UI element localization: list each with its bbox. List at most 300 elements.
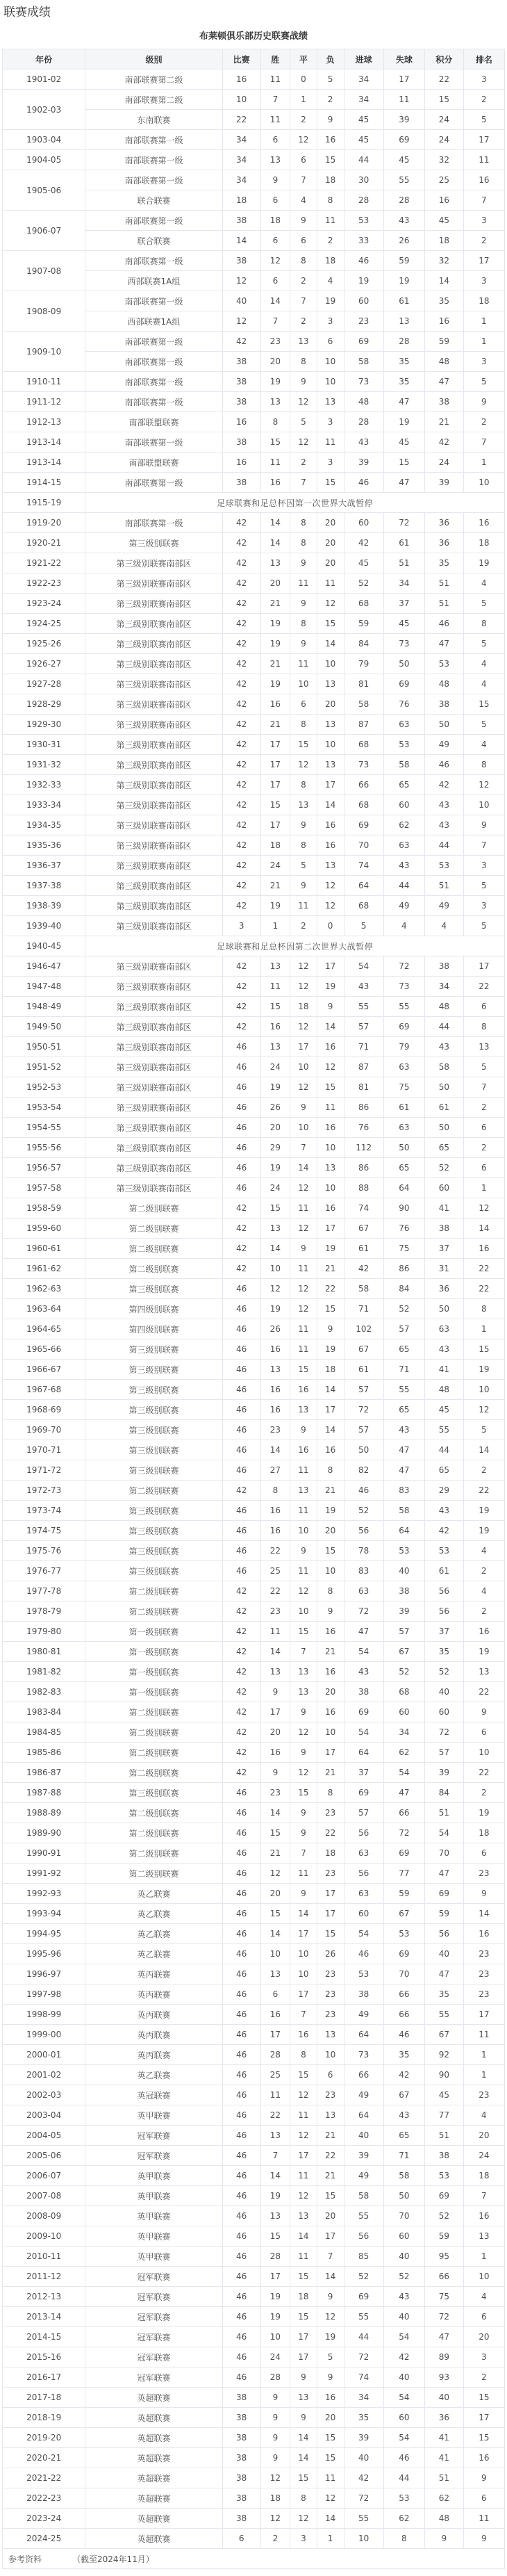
stat-cell: 42	[222, 1763, 260, 1783]
year-cell: 1994-95	[3, 1924, 85, 1944]
stat-cell: 16	[260, 694, 290, 715]
stat-cell: 21	[317, 1763, 344, 1783]
stat-cell: 40	[383, 2367, 424, 2388]
stat-cell: 15	[317, 1541, 344, 1561]
stat-cell: 6	[463, 1843, 504, 1864]
year-cell: 1978-79	[3, 1601, 85, 1622]
league-cell: 冠军联赛	[85, 2287, 222, 2307]
stat-cell: 2	[463, 1561, 504, 1581]
stat-cell: 9	[260, 170, 290, 190]
stat-cell: 41	[425, 2448, 464, 2468]
note-cell: 足球联赛和足总杯因第二次世界大战暂停	[85, 936, 505, 956]
stat-cell: 76	[383, 694, 424, 715]
stat-cell: 37	[425, 1622, 464, 1642]
stat-cell: 12	[290, 1017, 317, 1037]
league-cell: 第三级别联赛南部区	[85, 674, 222, 694]
stat-cell: 46	[222, 2025, 260, 2045]
stat-cell: 12	[290, 1722, 317, 1743]
stat-cell: 49	[344, 2005, 383, 2025]
stat-cell: 19	[463, 1501, 504, 1521]
league-cell: 第三级别联赛	[85, 1440, 222, 1460]
stat-cell: 9	[290, 815, 317, 835]
stat-cell: 15	[260, 997, 290, 1017]
stat-cell: 42	[222, 513, 260, 533]
year-cell: 1931-32	[3, 755, 85, 775]
table-row	[3, 291, 505, 311]
reference-link[interactable]: 参考资料	[8, 2554, 42, 2564]
stat-cell: 20	[317, 513, 344, 533]
stat-cell: 20	[317, 694, 344, 715]
league-cell: 第三级别联赛	[85, 1400, 222, 1420]
stat-cell: 14	[260, 2166, 290, 2186]
stat-cell: 9	[463, 392, 504, 412]
year-cell: 1952-53	[3, 1077, 85, 1098]
stat-cell: 36	[425, 513, 464, 533]
league-cell: 第三级别联赛南部区	[85, 594, 222, 614]
stat-cell: 18	[425, 231, 464, 251]
table-row	[3, 453, 505, 473]
stat-cell: 24	[260, 856, 290, 876]
stat-cell: 6	[290, 231, 317, 251]
stat-cell: 46	[222, 1904, 260, 1924]
stat-cell: 44	[425, 835, 464, 856]
stat-cell: 63	[383, 715, 424, 735]
stat-cell: 9	[290, 372, 317, 392]
stat-cell: 19	[463, 1642, 504, 1662]
stat-cell: 6	[222, 2529, 260, 2549]
stat-cell: 112	[344, 1138, 383, 1158]
league-cell: 英丙联赛	[85, 2005, 222, 2025]
stat-cell: 11	[317, 1098, 344, 1118]
stat-cell: 17	[260, 775, 290, 795]
year-cell: 1936-37	[3, 856, 85, 876]
stat-cell: 46	[222, 1098, 260, 1118]
stat-cell: 38	[222, 432, 260, 453]
stat-cell: 10	[344, 2529, 383, 2549]
stat-cell: 46	[222, 1521, 260, 1541]
stat-cell: 79	[383, 1037, 424, 1057]
stat-cell: 10	[290, 1944, 317, 1964]
stat-cell: 81	[344, 674, 383, 694]
stat-cell: 64	[344, 876, 383, 896]
stat-cell: 17	[260, 1702, 290, 1722]
stat-cell: 9	[463, 1884, 504, 1904]
stat-cell: 5	[463, 110, 504, 130]
league-cell: 第二级别联赛	[85, 1239, 222, 1259]
stat-cell: 43	[425, 815, 464, 835]
table-row	[3, 1803, 505, 1823]
year-cell: 1905-06	[3, 170, 85, 211]
stat-cell: 15	[290, 2065, 317, 2085]
league-cell: 第一级别联赛	[85, 1662, 222, 1682]
stat-cell: 40	[425, 2388, 464, 2408]
stat-cell: 9	[260, 2408, 290, 2428]
year-cell: 1926-27	[3, 654, 85, 674]
stat-cell: 42	[425, 432, 464, 453]
stat-cell: 42	[222, 1481, 260, 1501]
stat-cell: 86	[344, 1098, 383, 1118]
year-cell: 2002-03	[3, 2085, 85, 2105]
stat-cell: 66	[383, 2005, 424, 2025]
stat-cell: 51	[425, 876, 464, 896]
table-row	[3, 1299, 505, 1319]
stat-cell: 19	[260, 614, 290, 634]
stat-cell: 42	[222, 332, 260, 352]
table-row	[3, 2488, 505, 2509]
year-cell: 1982-83	[3, 1682, 85, 1702]
year-cell: 1948-49	[3, 997, 85, 1017]
stat-cell: 53	[383, 1541, 424, 1561]
stat-cell: 15	[260, 1904, 290, 1924]
stat-cell: 9	[463, 815, 504, 835]
stat-cell: 3	[317, 412, 344, 432]
stat-cell: 2	[463, 2367, 504, 2388]
stat-cell: 54	[344, 1924, 383, 1944]
table-row	[3, 170, 505, 190]
stat-cell: 60	[425, 1178, 464, 1198]
stat-cell: 13	[317, 755, 344, 775]
stat-cell: 46	[222, 1380, 260, 1400]
league-cell: 第三级别联赛	[85, 1783, 222, 1803]
stat-cell: 10	[317, 1561, 344, 1581]
stat-cell: 53	[383, 735, 424, 755]
stat-cell: 17	[317, 1904, 344, 1924]
stat-cell: 19	[260, 674, 290, 694]
stat-cell: 9	[317, 110, 344, 130]
league-cell: 第一级别联赛	[85, 1642, 222, 1662]
league-cell: 英超联赛	[85, 2428, 222, 2448]
stat-cell: 46	[222, 1360, 260, 1380]
stat-cell: 16	[317, 1440, 344, 1460]
stat-cell: 16	[222, 70, 260, 90]
table-row	[3, 2388, 505, 2408]
stat-cell: 69	[425, 1884, 464, 1904]
stat-cell: 6	[290, 694, 317, 715]
stat-cell: 15	[260, 1823, 290, 1843]
stat-cell: 12	[260, 1864, 290, 1884]
stat-cell: 9	[463, 1702, 504, 1722]
stat-cell: 46	[222, 2186, 260, 2206]
stat-cell: 60	[425, 1702, 464, 1722]
stat-cell: 10	[290, 1057, 317, 1077]
stat-cell: 47	[344, 1622, 383, 1642]
table-row	[3, 1138, 505, 1158]
stat-cell: 46	[222, 2005, 260, 2025]
stat-cell: 51	[425, 573, 464, 594]
stat-cell: 14	[260, 1924, 290, 1944]
table-row	[3, 2247, 505, 2267]
stat-cell: 69	[344, 2287, 383, 2307]
stat-cell: 8	[463, 755, 504, 775]
stat-cell: 3	[290, 2529, 317, 2549]
stat-cell: 8	[290, 614, 317, 634]
stat-cell: 65	[383, 2126, 424, 2146]
stat-cell: 9	[290, 1420, 317, 1440]
year-cell: 1962-63	[3, 1279, 85, 1299]
stat-cell: 5	[344, 916, 383, 936]
stat-cell: 12	[222, 311, 260, 332]
year-cell: 1977-78	[3, 1581, 85, 1601]
table-row	[3, 1843, 505, 1864]
stat-cell: 1	[463, 2045, 504, 2065]
stat-cell: 42	[222, 795, 260, 815]
stat-cell: 70	[425, 1843, 464, 1864]
league-cell: 南部联赛第一级	[85, 392, 222, 412]
stat-cell: 63	[383, 1057, 424, 1077]
year-cell: 1998-99	[3, 2005, 85, 2025]
stat-cell: 8	[260, 412, 290, 432]
stat-cell: 13	[317, 392, 344, 412]
table-row	[3, 1984, 505, 2005]
stat-cell: 4	[463, 654, 504, 674]
stat-cell: 10	[463, 1380, 504, 1400]
table-row	[3, 533, 505, 553]
stat-cell: 0	[290, 70, 317, 90]
stat-cell: 48	[344, 392, 383, 412]
year-cell: 1906-07	[3, 211, 85, 251]
stat-cell: 23	[317, 1803, 344, 1823]
stat-cell: 16	[463, 170, 504, 190]
stat-cell: 19	[383, 271, 424, 291]
stat-cell: 86	[344, 1158, 383, 1178]
stat-cell: 38	[344, 1682, 383, 1702]
stat-cell: 65	[425, 1460, 464, 1481]
stat-cell: 12	[260, 2509, 290, 2529]
stat-cell: 38	[222, 2448, 260, 2468]
stat-cell: 5	[290, 412, 317, 432]
stat-cell: 52	[383, 1299, 424, 1319]
stat-cell: 23	[463, 1944, 504, 1964]
league-cell: 西部联赛1A组	[85, 271, 222, 291]
year-cell: 1919-20	[3, 513, 85, 533]
stat-cell: 13	[260, 1662, 290, 1682]
stat-cell: 11	[290, 2166, 317, 2186]
stat-cell: 95	[425, 2247, 464, 2267]
league-cell: 英超联赛	[85, 2448, 222, 2468]
stat-cell: 18	[463, 291, 504, 311]
stat-cell: 18	[260, 2488, 290, 2509]
stat-cell: 42	[222, 1743, 260, 1763]
stat-cell: 6	[317, 2065, 344, 2085]
league-cell: 南部联赛第一级	[85, 130, 222, 150]
league-cell: 联合联赛	[85, 190, 222, 211]
table-row	[3, 2428, 505, 2448]
stat-cell: 42	[222, 1259, 260, 1279]
stat-cell: 11	[290, 2105, 317, 2126]
stat-cell: 40	[344, 2448, 383, 2468]
stat-cell: 9	[290, 1098, 317, 1118]
stat-cell: 19	[260, 2287, 290, 2307]
stat-cell: 12	[290, 1581, 317, 1601]
stat-cell: 12	[317, 594, 344, 614]
stat-cell: 55	[344, 2307, 383, 2327]
stat-cell: 60	[383, 795, 424, 815]
year-cell: 1980-81	[3, 1642, 85, 1662]
stat-cell: 30	[344, 170, 383, 190]
table-row	[3, 2448, 505, 2468]
stat-cell: 5	[463, 916, 504, 936]
stat-cell: 9	[260, 2448, 290, 2468]
year-cell: 2012-13	[3, 2287, 85, 2307]
stat-cell: 42	[222, 755, 260, 775]
stat-cell: 11	[290, 654, 317, 674]
stat-cell: 22	[463, 1279, 504, 1299]
stat-cell: 72	[344, 2488, 383, 2509]
stat-cell: 84	[425, 1783, 464, 1803]
stat-cell: 63	[383, 835, 424, 856]
stat-cell: 67	[425, 2025, 464, 2045]
stat-cell: 13	[260, 392, 290, 412]
stat-cell: 42	[222, 735, 260, 755]
stat-cell: 69	[383, 674, 424, 694]
stat-cell: 90	[383, 1198, 424, 1218]
stat-cell: 67	[344, 1339, 383, 1360]
stat-cell: 59	[383, 251, 424, 271]
stat-cell: 18	[317, 251, 344, 271]
column-header: 积分	[425, 49, 464, 70]
stat-cell: 13	[317, 674, 344, 694]
year-cell: 1995-96	[3, 1944, 85, 1964]
stat-cell: 14	[290, 2448, 317, 2468]
stat-cell: 18	[260, 835, 290, 856]
stat-cell: 11	[317, 211, 344, 231]
year-cell: 1928-29	[3, 694, 85, 715]
stat-cell: 65	[383, 1158, 424, 1178]
year-cell: 1929-30	[3, 715, 85, 735]
stat-cell: 10	[260, 1944, 290, 1964]
table-row	[3, 2327, 505, 2347]
year-cell: 2001-02	[3, 2065, 85, 2085]
stat-cell: 23	[463, 1964, 504, 1984]
stat-cell: 92	[425, 2045, 464, 2065]
table-row	[3, 2166, 505, 2186]
stat-cell: 34	[383, 1722, 424, 1743]
stat-cell: 15	[260, 432, 290, 453]
league-cell: 英甲联赛	[85, 2105, 222, 2126]
league-cell: 第三级别联赛南部区	[85, 573, 222, 594]
league-cell: 第二级别联赛	[85, 1843, 222, 1864]
stat-cell: 42	[222, 1581, 260, 1601]
table-row	[3, 1158, 505, 1178]
stat-cell: 9	[290, 1541, 317, 1561]
table-row	[3, 2005, 505, 2025]
stat-cell: 46	[222, 1460, 260, 1481]
stat-cell: 4	[463, 1541, 504, 1561]
stat-cell: 46	[222, 1944, 260, 1964]
stat-cell: 8	[317, 1581, 344, 1601]
year-cell: 1922-23	[3, 573, 85, 594]
stat-cell: 45	[383, 432, 424, 453]
year-cell: 1986-87	[3, 1763, 85, 1783]
year-cell: 1934-35	[3, 815, 85, 835]
stat-cell: 81	[344, 1077, 383, 1098]
stat-cell: 24	[260, 2347, 290, 2367]
stat-cell: 11	[317, 432, 344, 453]
stat-cell: 75	[383, 1239, 424, 1259]
stat-cell: 39	[344, 453, 383, 473]
column-header: 进球	[344, 49, 383, 70]
stat-cell: 16	[463, 2206, 504, 2226]
table-row	[3, 977, 505, 997]
table-row	[3, 1662, 505, 1682]
stat-cell: 11	[290, 1460, 317, 1481]
league-cell: 英甲联赛	[85, 2226, 222, 2247]
table-row	[3, 1037, 505, 1057]
table-row	[3, 412, 505, 432]
stat-cell: 23	[463, 2085, 504, 2105]
stat-cell: 35	[383, 372, 424, 392]
table-row	[3, 2267, 505, 2287]
stat-cell: 11	[260, 1622, 290, 1642]
stat-cell: 11	[290, 1319, 317, 1339]
stat-cell: 74	[344, 2367, 383, 2388]
league-cell: 第三级别联赛南部区	[85, 775, 222, 795]
stat-cell: 23	[317, 1964, 344, 1984]
stat-cell: 47	[425, 1864, 464, 1884]
stat-cell: 7	[290, 1642, 317, 1662]
stat-cell: 45	[344, 110, 383, 130]
stat-cell: 36	[425, 1279, 464, 1299]
year-cell: 1924-25	[3, 614, 85, 634]
stat-cell: 31	[425, 1259, 464, 1279]
year-cell: 1915-19	[3, 493, 85, 513]
league-cell: 英乙联赛	[85, 1884, 222, 1904]
stat-cell: 42	[222, 553, 260, 573]
stat-cell: 4	[317, 271, 344, 291]
year-cell: 1971-72	[3, 1460, 85, 1481]
year-cell: 1927-28	[3, 674, 85, 694]
stat-cell: 14	[222, 231, 260, 251]
league-cell: 第三级别联赛	[85, 1561, 222, 1581]
stat-cell: 11	[463, 2025, 504, 2045]
stat-cell: 42	[383, 2347, 424, 2367]
league-cell: 第二级别联赛	[85, 1481, 222, 1501]
table-row	[3, 1601, 505, 1622]
stat-cell: 53	[425, 1541, 464, 1561]
stat-cell: 72	[383, 513, 424, 533]
stat-cell: 60	[383, 2226, 424, 2247]
stat-cell: 54	[383, 2327, 424, 2347]
stat-cell: 68	[344, 735, 383, 755]
stat-cell: 46	[222, 2287, 260, 2307]
stat-cell: 24	[425, 130, 464, 150]
column-header: 排名	[463, 49, 504, 70]
table-row	[3, 2529, 505, 2549]
league-cell: 冠军联赛	[85, 2126, 222, 2146]
stat-cell: 13	[260, 1218, 290, 1239]
stat-cell: 10	[463, 1743, 504, 1763]
stat-cell: 45	[425, 1400, 464, 1420]
stat-cell: 14	[317, 1380, 344, 1400]
stat-cell: 12	[290, 2509, 317, 2529]
stat-cell: 50	[383, 1138, 424, 1158]
stat-cell: 47	[425, 372, 464, 392]
league-cell: 第一级别联赛	[85, 1622, 222, 1642]
stat-cell: 35	[344, 2408, 383, 2428]
league-cell: 第三级别联赛南部区	[85, 1138, 222, 1158]
stat-cell: 4	[290, 190, 317, 211]
league-cell: 第二级别联赛	[85, 1581, 222, 1601]
stat-cell: 16	[260, 1380, 290, 1400]
stat-cell: 3	[463, 271, 504, 291]
stat-cell: 19	[260, 1158, 290, 1178]
stat-cell: 54	[344, 956, 383, 977]
stat-cell: 42	[222, 694, 260, 715]
stat-cell: 10	[290, 1601, 317, 1622]
stat-cell: 12	[463, 1400, 504, 1420]
stat-cell: 21	[260, 594, 290, 614]
stat-cell: 22	[222, 110, 260, 130]
